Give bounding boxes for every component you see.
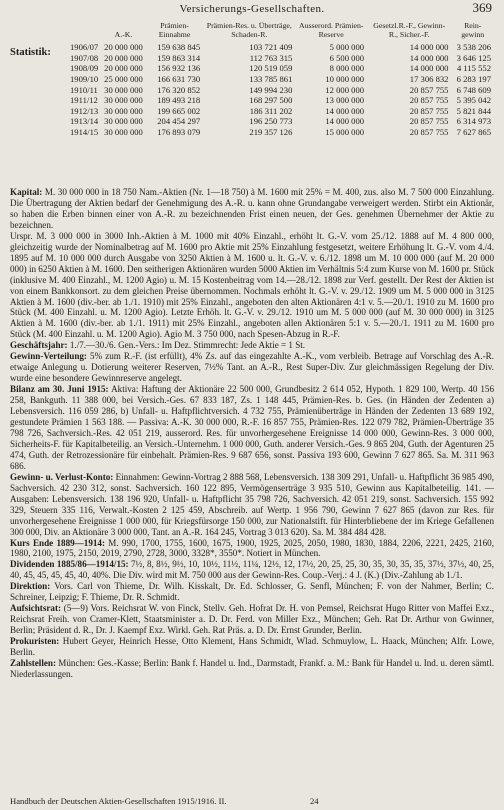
- statistik-value-cell: 168 297 500: [249, 95, 293, 106]
- statistik-value-cell: 14 000 000: [325, 105, 365, 116]
- footer-source: Handbuch der Deutschen Aktien-Gesellschaften 1915/1916. II.: [10, 796, 227, 806]
- statistik-value-cell: 5 821 844: [456, 105, 491, 116]
- paragraph-text: M. 990, 1700, 1755, 1600, 1675, 1900, 1925, 2025, 2050, 1980, 1830, 1884, 2206, 2221, 2425, 2160, 1980, 2100, 1975, 2150, 2019, 2790, 2728, 3000, 3328*, 3550*. Notiert in München.: [10, 537, 495, 559]
- statistik-year-cell: 1914/15: [70, 126, 99, 137]
- body-paragraph: [10, 340, 494, 351]
- paragraph-lead: Prokuristen:: [10, 636, 60, 647]
- statistik-value-cell: 6 500 000: [329, 52, 365, 63]
- body-paragraph: [10, 351, 494, 384]
- statistik-year-cell: 1908/09: [70, 63, 99, 74]
- statistik-value-cell: 30 000 000: [104, 116, 143, 127]
- table-row: [70, 53, 494, 64]
- paragraph-lead: Gewinn-Verteilung:: [10, 351, 87, 362]
- statistik-year-cell: 1913/14: [70, 116, 99, 127]
- statistik-value-cell: 112 763 315: [249, 52, 293, 63]
- statistik-value-cell: 20 000 000: [104, 52, 143, 63]
- body-paragraph: [10, 559, 494, 581]
- table-row: [70, 63, 494, 74]
- paragraph-lead: Kurs Ende 1889—1914:: [10, 537, 105, 548]
- table-row: [70, 95, 494, 106]
- statistik-value-cell: 30 000 000: [104, 95, 143, 106]
- statistik-value-cell: 7 627 865: [456, 126, 491, 137]
- statistik-value-cell: 10 000 000: [325, 73, 365, 84]
- statistik-section: [10, 22, 494, 187]
- statistik-value-cell: 4 115 552: [456, 63, 491, 74]
- statistik-value-cell: 30 000 000: [104, 126, 143, 137]
- running-head: [10, 0, 494, 22]
- body-paragraph: [10, 472, 494, 538]
- paragraph-text: Einnahmen: Gewinn-Vortrag 2 888 568, Lebensversich. 138 309 291, Unfall- u. Haftpflicht 36 985 490, Sachversich. 42 230 312, sonst. Sachversich. 160 122 895, Vermögenserträge 3 935 510, Gewinn aus Kapitalbeteilig. 141. — Ausgaben: Lebensversich. 138 196 920, Unfall- u. Haftpflicht 35 798 726, Sachversich. 42 051 219, sonst. Sachversich. 155 992 329, Steuern 335 116, Verwalt.-Kosten 2 125 459, Abschreib. auf Wertp. 1 956 790, Gewinn 7 627 865 (davon zur Res. für unvorhergesehene Ereignisse 1 000 000, für Kriegsfürsorge 150 000, zur Nationalstift. für Hinterbliebene der im Kriege Gefallenen 300 000, Div. an Aktionäre 3 000 000, Tant. an A.-R. 164 245, Vortrag 3 013 620). Sa. M. 384 484 428.: [10, 471, 495, 537]
- statistik-value-cell: 120 519 059: [249, 63, 293, 74]
- page-number: 369: [472, 0, 492, 15]
- paragraph-text: 1./7.—30./6. Gen.-Vers.: Im Dez. Stimmrecht: Jede Aktie = 1 St.: [67, 340, 306, 351]
- statistik-value-cell: 20 000 000: [104, 63, 143, 74]
- footer-signature: 24: [310, 796, 319, 806]
- statistik-value-cell: 3 646 125: [456, 52, 491, 63]
- paragraph-lead: Zahlstellen:: [10, 657, 56, 668]
- statistik-value-cell: 30 000 000: [104, 84, 143, 95]
- paragraph-lead: Bilanz am 30. Juni 1915:: [10, 384, 109, 395]
- paragraph-text: Vors. Carl von Thieme, Dr. Wilh. Kisskalt, Dr. Ed. Schlosser, G. Senfl, München; F. von der Nahmer, Berlin; C. Schreiner, Leipzig; F. Thieme, Dr. R. Schmidt.: [10, 581, 494, 603]
- statistik-header-cell: Rein-gewinn: [461, 21, 485, 39]
- statistik-year-cell: 1907/08: [70, 52, 99, 63]
- body-paragraph: [10, 384, 494, 472]
- page: [10, 0, 494, 810]
- statistik-value-cell: 25 000 000: [104, 73, 143, 84]
- paragraph-text: M. 30 000 000 in 18 750 Nam.-Aktien (Nr. 1—18 750) à M. 1600 mit 25% = M. 400, zus. also M. 7 500 000 Einzahlung. Die Übertragung der Aktien bedarf der Genehmigung des A.-R. u. kann ohne Grundangabe verweigert werden. Stirbt ein Aktionär, so haben die Erben binnen einer von A.-R. zu bezeichnenden Frist einen neuen, der Ges. genehmen Übernehmer der Aktie zu bezeichnen.: [10, 187, 494, 230]
- statistik-value-cell: 14 000 000: [409, 63, 449, 74]
- body-paragraph: [10, 187, 494, 231]
- paragraph-text: Urspr. M. 3 000 000 in 3000 Inh.-Aktien à M. 1000 mit 40% Einzahl., erhöht lt. G.-V. vom 25./12. 1888 auf M. 4 800 000, gleichzeitig wurde der Nominalbetrag auf M. 1600 pro Aktie mit 25% Einzahlung festgesetzt, weitere Erhöhung lt. G.-V. vom 4./4. 1895 auf M. 10 000 000 durch Ausgabe von 3250 Aktien à M. 1600 u. lt. G.-V. v. 6./12. 1898 um M. 10 000 000 (auf M. 20 000 000) in 6250 Aktien à M. 1600. Den seitherigen Aktionären wurden 5000 Aktien im Verhältnis 5:4 zum Kurse von M. 1600 pr. Stück (inklusive M. 400 Einzahl., M. 1200 Agio) u. M. 15 Kostenbeitrag vom 14.—28./12. 1898 zur Verf. gestellt. Der Rest der Aktien ist von einem Bankkonsort. zu dem gleichen Preise übernommen. Nochmals erhöht lt. G.-V. v. 29./12. 1909 um M. 5 000 000 in 3125 Aktien à M. 1600 (div.-ber. ab 1./1. 1910) mit 25% Einzahl., angeboten den alten Aktionären 4:1 v. 5.—20./1. 1910 zu M. 1600 pro Stück (M. 400 Einzahl. u. M. 1200 Agio). Letzte Erhöh. lt. G.-V. v. 29./12. 1910 um M. 5 000 000 (auf M. 30 000 000) in 3125 Aktien à M. 1600 (div.-ber. ab 1./1. 1911) mit 25% Einzahl., angeboten allen Aktionären 5:1 v. 5.—20./1. 1911 zu M. 1600 pro Stück (M. 400 Einzahl. u. M. 1200 Agio). Agio M. 3 750 000, nach Spesen-Abzug in R.-F.: [10, 230, 494, 340]
- paragraph-text: München: Ges.-Kasse; Berlin: Bank f. Handel u. Ind., Darmstadt, Frankf. a. M.: Bank für Handel u. Ind. u. deren sämtl. Niederlassungen.: [10, 657, 494, 679]
- table-row: [70, 42, 494, 53]
- statistik-value-cell: 133 785 861: [249, 73, 293, 84]
- statistik-value-cell: 8 000 000: [329, 63, 365, 74]
- body-text: [10, 187, 494, 680]
- statistik-value-cell: 176 893 079: [157, 126, 201, 137]
- paragraph-text: 7½, 8, 8½, 9½, 10, 10½, 11½, 11¼, 12½, 12, 17½, 20, 25, 25, 30, 35, 30, 35, 35, 37½, 37½, 40, 25, 40, 45, 45, 45, 45, 40, 40%. Die Div. wird mit M. 750 000 aus der Gewinn-Res. Coup.-Verj.: 4 J. (K.) (Div.-Zahlung ab 1./1.: [10, 559, 495, 581]
- paragraph-lead: Geschäftsjahr:: [10, 340, 68, 351]
- statistik-value-cell: 14 000 000: [325, 116, 365, 127]
- statistik-value-cell: 176 320 852: [157, 84, 201, 95]
- body-paragraph: [10, 636, 494, 658]
- statistik-value-cell: 6 283 197: [456, 73, 491, 84]
- table-row: [70, 74, 494, 85]
- statistik-value-cell: 12 000 000: [325, 84, 365, 95]
- statistik-value-cell: 199 665 002: [157, 105, 201, 116]
- statistik-table: [70, 22, 494, 138]
- table-row: [70, 116, 494, 127]
- body-paragraph: [10, 581, 494, 603]
- statistik-value-cell: 166 631 730: [157, 73, 201, 84]
- statistik-header-cell: A.-K.: [114, 29, 133, 39]
- statistik-value-cell: 6 314 973: [456, 116, 491, 127]
- table-row: [70, 127, 494, 138]
- table-row: [70, 85, 494, 96]
- statistik-label: Statistik:: [10, 47, 51, 58]
- statistik-value-cell: 6 748 609: [456, 84, 491, 95]
- statistik-header-cell: Gesetzl.R.-F., Gewinn-R., Sicher.-F.: [373, 21, 446, 39]
- paragraph-text: Hubert Geyer, Heinrich Hesse, Otto Klement, Hans Schmidt, Wlad. Schmuylow, L. Haack, München; Alfr. Lowe, Berlin.: [10, 636, 494, 658]
- statistik-value-cell: 17 306 832: [409, 73, 449, 84]
- statistik-value-cell: 189 493 218: [157, 95, 201, 106]
- statistik-value-cell: 20 000 000: [104, 42, 143, 53]
- statistik-value-cell: 30 000 000: [104, 105, 143, 116]
- paragraph-lead: Gewinn- u. Verlust-Konto:: [10, 471, 114, 482]
- statistik-value-cell: 20 857 755: [409, 84, 449, 95]
- paragraph-lead: Dividenden 1885/86—1914/15:: [10, 559, 129, 570]
- statistik-year-cell: 1911/12: [70, 95, 98, 106]
- statistik-value-cell: 5 395 042: [456, 95, 491, 106]
- statistik-year-cell: 1912/13: [70, 105, 99, 116]
- statistik-value-cell: 13 000 000: [325, 95, 365, 106]
- body-paragraph: [10, 603, 494, 636]
- statistik-value-cell: 20 857 755: [409, 126, 449, 137]
- statistik-body: [70, 42, 494, 137]
- body-paragraph: [10, 538, 494, 560]
- statistik-value-cell: 103 721 409: [249, 42, 293, 53]
- statistik-value-cell: 156 932 136: [157, 63, 201, 74]
- statistik-value-cell: 196 250 773: [249, 116, 293, 127]
- paragraph-text: Aktiva: Haftung der Aktionäre 22 500 000, Grundbesitz 2 614 052, Hypoth. 1 829 100, Wertp. 40 156 258, Bankguth. 11 388 000, bei Versich.-Ges. 67 833 187, Zs. 1 148 445, Prämien-Res. b. Ges. (in Händen der Zedenten a) Lebensversich. 116 059 286, b) Unfall- u. Haftpflichtversich. 4 732 755, Prämienüberträge in Händen der Zedenten 13 689 192, gestundete Prämien 1 563 188. — Passiva: A.-K. 30 000 000, R.-F. 16 857 755, Prämien-Res. 122 079 782, Prämien-Überträge 35 798 726, Sachversich.-Res. 42 051 219, ausserord. Res. für unvorhergesehene Ereignisse 14 000 000, Gewinn-Res. 3 000 000, Sicherheits-F. für Kapitalbeteilig. an Versich.-Unternehm. 1 000 000, Guth. anderer Versich.-Ges. 9 865 204, Guth. der Agenturen 25 474, Guth. der Retrozessionäre für einbehalt. Prämien-Res. 9 687 656, sonst. Passiva 193 600, Gewinn 7 627 865. Sa. M. 311 963 686.: [10, 384, 495, 471]
- statistik-value-cell: 5 000 000: [329, 42, 365, 53]
- statistik-value-cell: 20 857 755: [409, 105, 449, 116]
- table-row: [70, 106, 494, 117]
- statistik-value-cell: 14 000 000: [409, 52, 449, 63]
- statistik-year-cell: 1906/07: [70, 42, 99, 53]
- statistik-value-cell: 204 454 297: [157, 116, 201, 127]
- body-paragraph: [10, 658, 494, 680]
- statistik-header-cell: Prämien-Res. u. Überträge, Schaden-R.: [206, 21, 292, 39]
- statistik-value-cell: 159 638 845: [157, 42, 201, 53]
- statistik-value-cell: 15 000 000: [325, 126, 365, 137]
- statistik-value-cell: 3 538 206: [456, 42, 491, 53]
- statistik-year-cell: 1909/10: [70, 73, 99, 84]
- running-head-title: Versicherungs-Gesellschaften.: [179, 3, 325, 15]
- statistik-header-cell: Ausserord. Prämien-Reserve: [298, 21, 364, 39]
- statistik-value-cell: 20 857 755: [409, 116, 449, 127]
- statistik-value-cell: 219 357 126: [249, 126, 293, 137]
- body-paragraph: [10, 231, 494, 341]
- statistik-header-cell: Prämien-Einnahme: [158, 21, 191, 39]
- paragraph-lead: Kapital:: [10, 187, 43, 197]
- statistik-value-cell: 20 857 755: [409, 95, 449, 106]
- statistik-year-cell: 1910/11: [70, 84, 98, 95]
- statistik-value-cell: 186 311 202: [249, 105, 293, 116]
- paragraph-lead: Direktion:: [10, 581, 51, 592]
- statistik-value-cell: 149 994 230: [249, 84, 293, 95]
- paragraph-text: (5—9) Vors. Reichsrat W. von Finck, Stellv. Geh. Hofrat Dr. H. von Pemsel, Reichsrat Hugo Ritter von Maffei Exz., Reichsrat Freih. von Cramer-Klett, Staatsminister a. D. Dr. Ferd. von Miller Exz., München; Geh. Rat Dr. Arthur von Gwinner, Berlin; Präsident d. R., Dr. J. Kaempf Exz. Wirkl. Geh. Rat Präs. a. D. Dr. Ernst Grunder, Berlin.: [10, 603, 494, 636]
- statistik-value-cell: 14 000 000: [409, 42, 449, 53]
- statistik-value-cell: 159 863 314: [157, 52, 201, 63]
- statistik-header-row: [70, 22, 494, 42]
- statistik-header-cell: [70, 22, 101, 42]
- paragraph-text: 5% zum R.-F. (ist erfüllt), 4% Zs. auf das eingezahlte A.-K., vom verbleib. Betrage auf Vorschlag des A.-R. etwaige Anlegung u. Dotierung weiterer Reserven, 7½% Tant. an A.-R., Rest Super-Div. Zur gleichmässigen Regelung der Div. wurde eine besondere Gewinnreserve angelegt.: [10, 351, 494, 384]
- paragraph-lead: Aufsichtsrat:: [10, 603, 62, 614]
